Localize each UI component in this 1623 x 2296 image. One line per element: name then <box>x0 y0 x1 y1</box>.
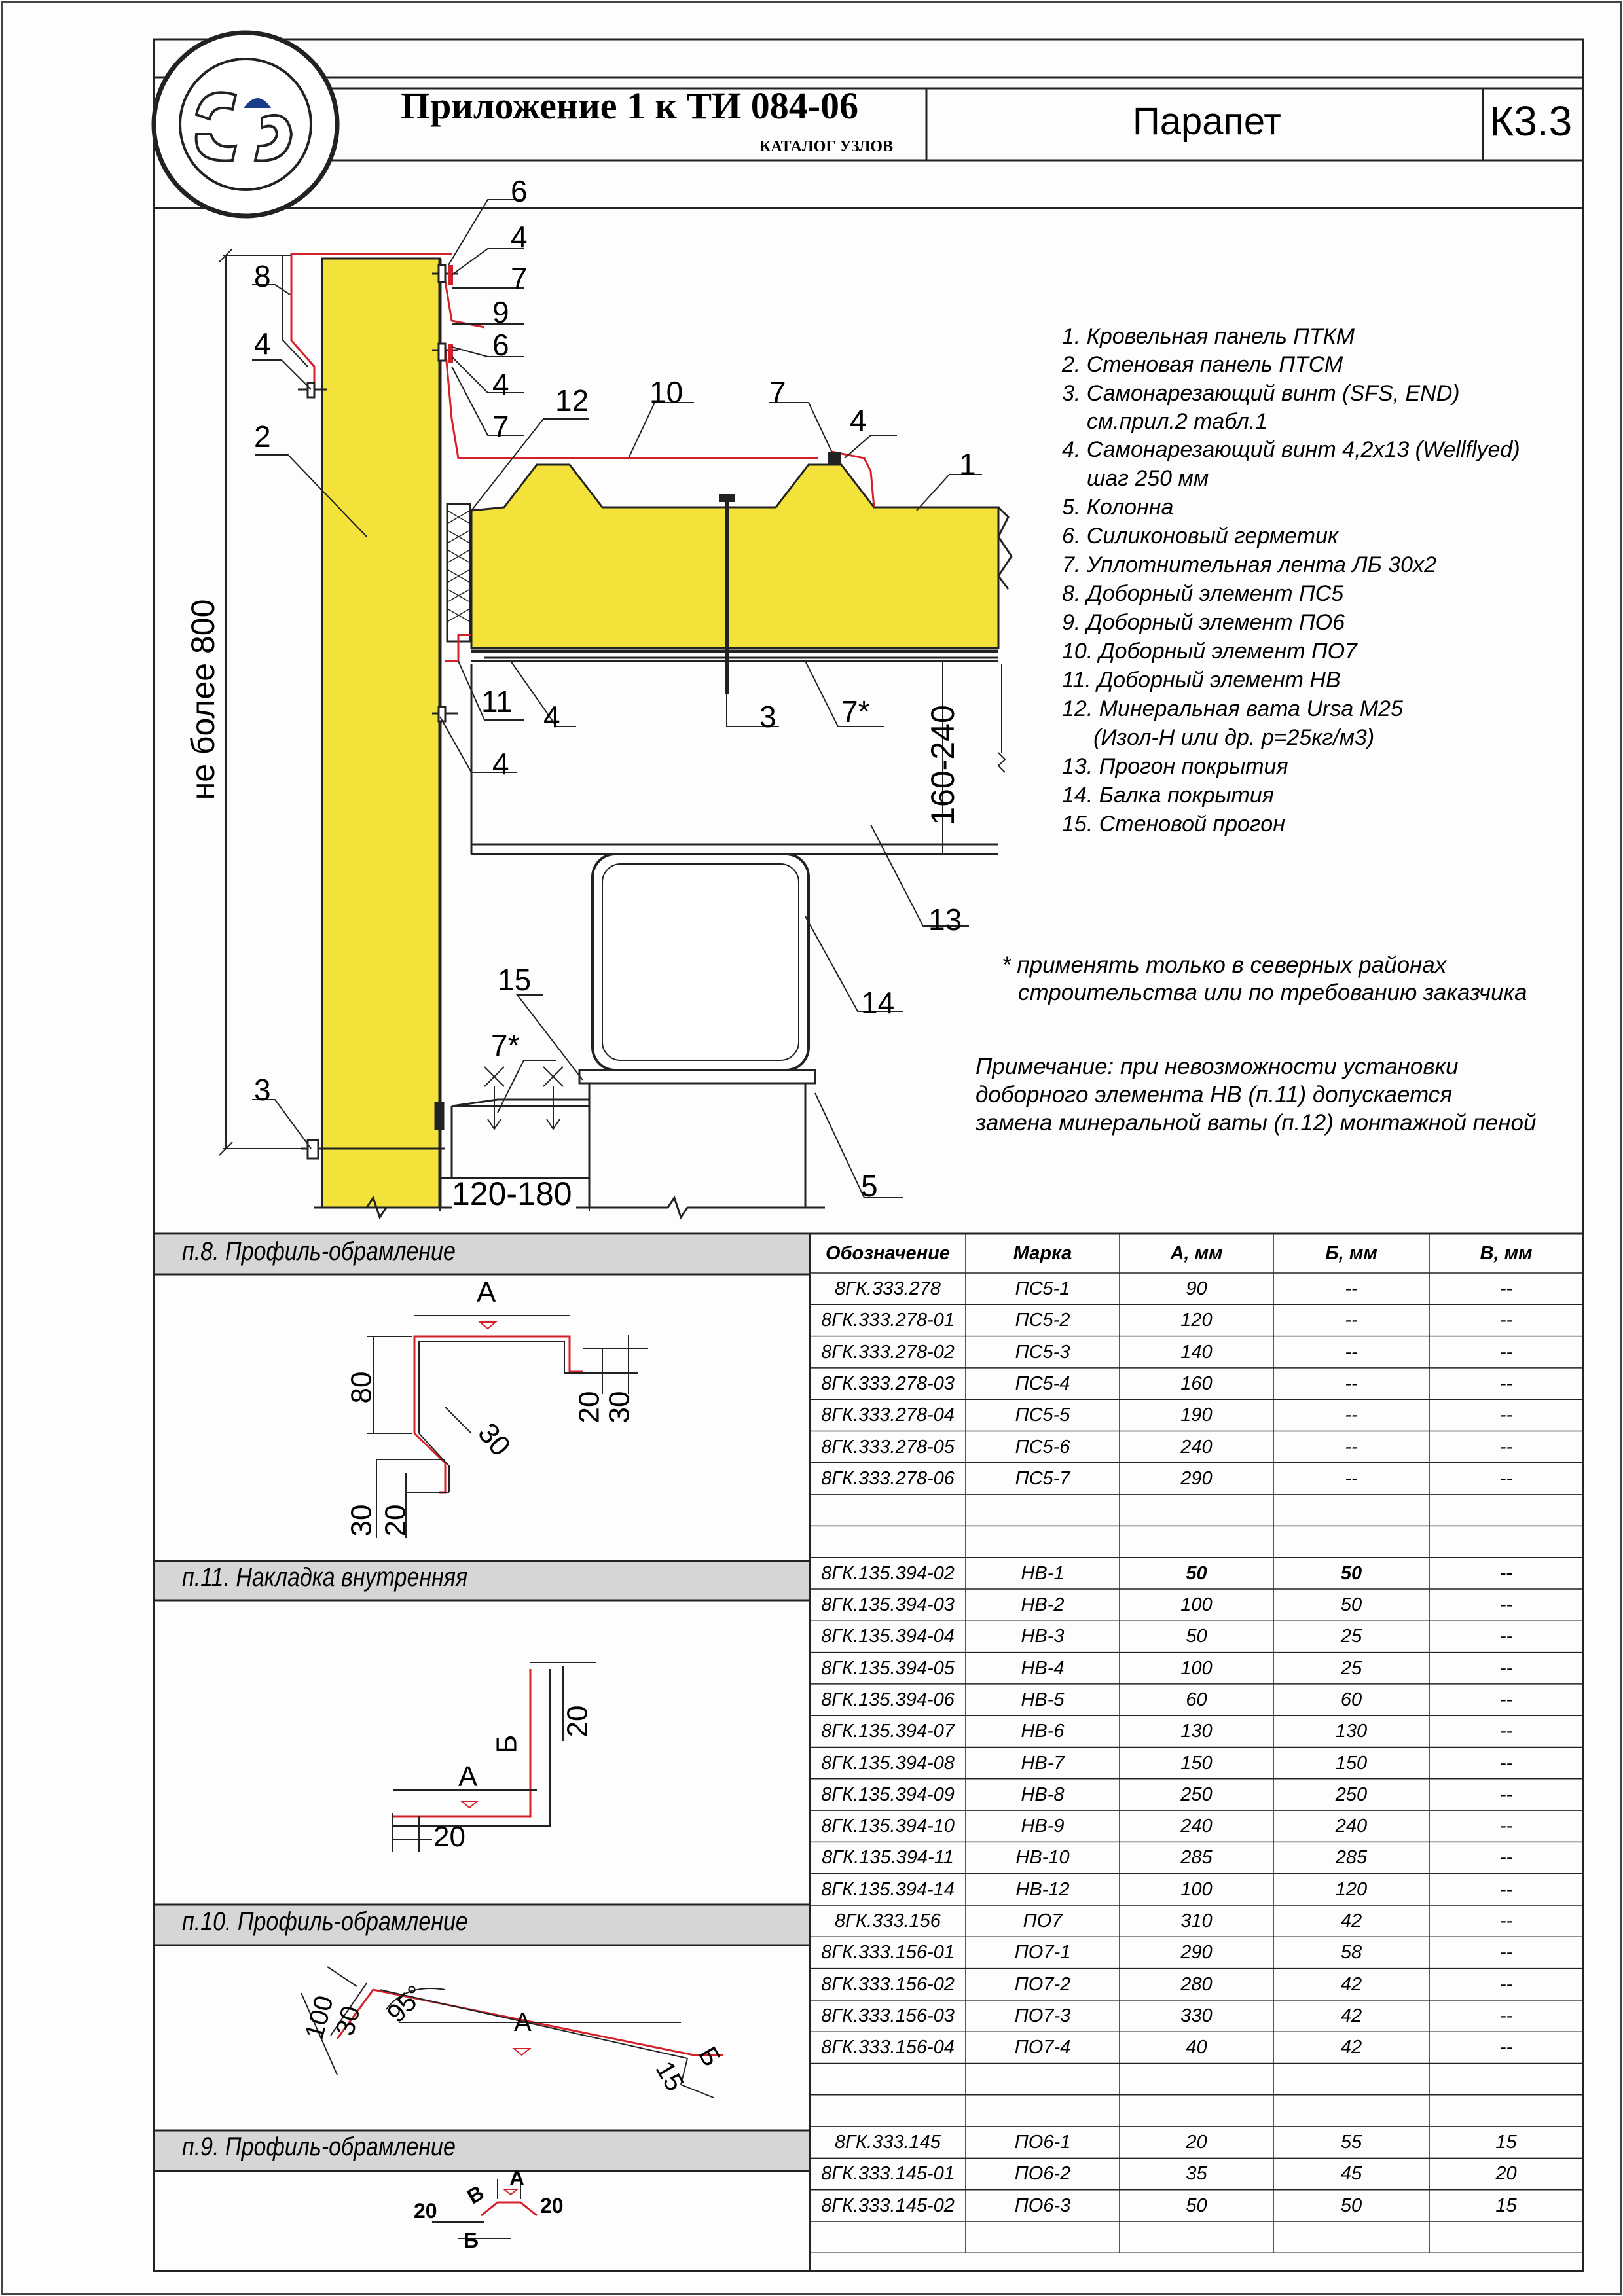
table-cell: 160 <box>1180 1372 1213 1394</box>
table-cell: 8ГК.333.156-03 <box>821 2005 955 2026</box>
profile-11-sketch <box>393 1662 596 1852</box>
table-cell: 42 <box>1340 1973 1362 1995</box>
sheet-name: Парапет <box>1133 100 1281 143</box>
s10-dim-a: А <box>514 2008 532 2037</box>
callout-n15: 15 <box>498 963 532 997</box>
table-cell: 15 <box>1495 2195 1517 2216</box>
note-line-2: доборного элемента НВ (п.11) допускается <box>976 1082 1452 1107</box>
table-cell: 8ГК.333.156-02 <box>821 1973 955 1995</box>
table-cell: 8ГК.135.394-10 <box>821 1816 955 1837</box>
table-cell: -- <box>1499 1278 1513 1299</box>
callout-n3a: 3 <box>759 700 776 734</box>
callout-n1: 1 <box>959 447 976 481</box>
table-cell: -- <box>1499 1689 1513 1710</box>
table-cell: 190 <box>1180 1405 1213 1426</box>
table-cell: -- <box>1499 1752 1513 1774</box>
table-cell: 50 <box>1340 1594 1362 1615</box>
callout-n12: 12 <box>555 384 589 418</box>
table-cell: -- <box>1499 1784 1513 1805</box>
callout-n9: 9 <box>492 295 509 329</box>
table-header-cell: Обозначение <box>826 1243 950 1264</box>
legend-item: 14. Балка покрытия <box>1062 783 1274 808</box>
table-cell: 42 <box>1340 2005 1362 2026</box>
table-cell: 50 <box>1186 2195 1207 2216</box>
legend-item: 4. Самонарезающий винт 4,2х13 (Wellflyed) <box>1062 437 1520 462</box>
table-cell: 310 <box>1180 1910 1213 1931</box>
table-cell: 8ГК.135.394-09 <box>821 1784 955 1805</box>
table-cell: 100 <box>1180 1657 1213 1679</box>
table-cell: 20 <box>1186 2132 1207 2153</box>
table-cell: -- <box>1499 1910 1513 1931</box>
table-cell: 250 <box>1180 1784 1213 1805</box>
company-logo <box>154 33 337 216</box>
callout-n6a: 6 <box>511 174 528 208</box>
callout-n7star: 7* <box>841 694 870 728</box>
s9-dim-20a: 20 <box>414 2199 437 2223</box>
callout-n14: 14 <box>861 986 895 1020</box>
table-cell: 8ГК.333.278-05 <box>821 1436 955 1458</box>
table-cell: -- <box>1499 1816 1513 1837</box>
table-cell: НВ-8 <box>1021 1784 1065 1805</box>
table-cell: -- <box>1499 1436 1513 1458</box>
legend-item: 1. Кровельная панель ПТКМ <box>1062 324 1355 349</box>
s11-dim-20: 20 <box>561 1705 594 1738</box>
table-cell: -- <box>1499 1562 1513 1584</box>
table-cell: 8ГК.333.156-01 <box>821 1942 955 1964</box>
table-cell: 240 <box>1180 1436 1213 1458</box>
table-cell: 8ГК.333.278-03 <box>821 1372 955 1394</box>
table-cell: 25 <box>1340 1626 1362 1647</box>
table-cell: 8ГК.333.156-04 <box>821 2037 955 2058</box>
table-cell: 130 <box>1335 1721 1368 1742</box>
table-cell: -- <box>1345 1278 1358 1299</box>
table-header-cell: Б, мм <box>1325 1243 1377 1264</box>
table-cell: 40 <box>1186 2037 1207 2058</box>
callout-n7a: 7 <box>511 261 528 295</box>
table-cell: 8ГК.333.145-02 <box>821 2195 955 2216</box>
table-cell: ПС5-3 <box>1015 1341 1070 1363</box>
table-cell: 240 <box>1335 1816 1368 1837</box>
table-cell: ПО7-3 <box>1014 2005 1071 2026</box>
table-cell: 20 <box>1495 2163 1517 2185</box>
callout-n7b: 7 <box>492 410 509 444</box>
table-cell: -- <box>1499 1372 1513 1394</box>
table-cell: 8ГК.135.394-03 <box>821 1594 955 1615</box>
table-cell: НВ-3 <box>1021 1626 1065 1647</box>
table-cell: -- <box>1345 1372 1358 1394</box>
table-cell: ПС5-7 <box>1015 1467 1070 1489</box>
s11-dim-a: А <box>458 1761 478 1793</box>
table-cell: -- <box>1499 1310 1513 1331</box>
table-cell: 330 <box>1180 2005 1213 2026</box>
wall-panel <box>322 259 440 1208</box>
table-cell: -- <box>1345 1341 1358 1363</box>
dim-max-height: не более 800 <box>185 599 221 800</box>
table-cell: -- <box>1499 1626 1513 1647</box>
table-cell: 55 <box>1340 2132 1362 2153</box>
table-cell: 8ГК.333.278-01 <box>821 1310 955 1331</box>
table-cell: 8ГК.135.394-11 <box>822 1847 954 1869</box>
table-cell: -- <box>1499 1405 1513 1426</box>
footnote-line-1: * применять только в северных районах <box>1002 952 1447 978</box>
legend-item: 10. Доборный элемент ПО7 <box>1062 639 1357 664</box>
table-cell: ПО6-2 <box>1014 2163 1071 2185</box>
table-cell: 8ГК.333.156 <box>835 1910 941 1931</box>
table-cell: 8ГК.135.394-08 <box>821 1752 955 1774</box>
s10-dim-angle: 95° <box>381 1980 430 2029</box>
callout-n13: 13 <box>928 903 962 937</box>
table-cell: 290 <box>1180 1942 1213 1964</box>
table-cell: 150 <box>1180 1752 1213 1774</box>
s8-dim-a: А <box>477 1276 496 1308</box>
table-cell: 8ГК.333.278-04 <box>821 1405 955 1426</box>
table-cell: 35 <box>1186 2163 1207 2185</box>
table-cell: НВ-9 <box>1021 1816 1065 1837</box>
legend-item: 13. Прогон покрытия <box>1062 754 1288 779</box>
legend-item: 11. Доборный элемент НВ <box>1062 668 1341 692</box>
table-cell: 25 <box>1340 1657 1362 1679</box>
legend-item: 2. Стеновая панель ПТСМ <box>1062 352 1343 377</box>
table-cell: 60 <box>1340 1689 1362 1710</box>
table-cell: -- <box>1499 1973 1513 1995</box>
legend-item: 9. Доборный элемент ПО6 <box>1062 610 1345 635</box>
legend-item: 12. Минеральная вата Ursa М25 <box>1062 696 1403 721</box>
table-cell: -- <box>1499 1942 1513 1964</box>
s10-dim-100: 100 <box>300 1992 339 2043</box>
table-cell: 42 <box>1340 1910 1362 1931</box>
footnote-line-2: строительства или по требованию заказчика <box>1018 980 1527 1005</box>
roof-panel <box>471 465 998 648</box>
legend-item: (Изол-Н или др. р=25кг/м3) <box>1093 725 1375 750</box>
table-cell: 8ГК.333.145 <box>835 2132 941 2153</box>
mineral-wool <box>447 504 470 641</box>
table-cell: ПО6-1 <box>1014 2132 1071 2153</box>
table-cell: -- <box>1499 1467 1513 1489</box>
table-cell: 50 <box>1340 2195 1362 2216</box>
table-cell: НВ-10 <box>1015 1847 1070 1869</box>
table-cell: -- <box>1499 2005 1513 2026</box>
legend-item: 5. Колонна <box>1062 495 1174 520</box>
table-cell: 58 <box>1340 1942 1362 1964</box>
callout-n4a: 4 <box>511 220 528 254</box>
s8-dim-20b: 20 <box>379 1504 412 1537</box>
s10-dim-15: 15 <box>649 2056 689 2096</box>
table-cell: 8ГК.333.278 <box>835 1278 941 1299</box>
s10-dim-30: 30 <box>330 2003 366 2039</box>
s8-dim-30: 30 <box>603 1391 636 1424</box>
table-cell: НВ-6 <box>1021 1721 1065 1742</box>
legend-item: 6. Силиконовый герметик <box>1062 524 1338 548</box>
table-cell: 140 <box>1180 1341 1213 1363</box>
table-cell: -- <box>1345 1405 1358 1426</box>
table-cell: 50 <box>1186 1626 1207 1647</box>
table-cell: 250 <box>1335 1784 1368 1805</box>
legend-item: шаг 250 мм <box>1087 466 1209 491</box>
table-cell: 8ГК.135.394-14 <box>821 1878 955 1900</box>
table-cell: ПС5-6 <box>1015 1436 1070 1458</box>
table-cell: 90 <box>1186 1278 1207 1299</box>
s11-dim-20b: 20 <box>433 1821 465 1853</box>
table-cell: 8ГК.135.394-07 <box>821 1721 955 1742</box>
column-head <box>579 1070 815 1083</box>
callout-n4f: 4 <box>492 747 509 781</box>
table-cell: -- <box>1499 2037 1513 2058</box>
table-header-cell: В, мм <box>1480 1243 1533 1264</box>
table-cell: -- <box>1499 1657 1513 1679</box>
callout-n11: 11 <box>481 685 513 719</box>
s9-dim-v: В <box>463 2180 488 2209</box>
s9-dim-20b: 20 <box>540 2194 564 2217</box>
table-cell: 285 <box>1335 1847 1368 1869</box>
table-cell: НВ-1 <box>1021 1562 1065 1584</box>
table-header-cell: Марка <box>1013 1243 1072 1264</box>
callout-n7star2: 7* <box>491 1028 520 1062</box>
table-cell: -- <box>1499 1847 1513 1869</box>
table-cell: 100 <box>1180 1594 1213 1615</box>
table-cell: 8ГК.333.278-02 <box>821 1341 955 1363</box>
table-cell: 8ГК.135.394-04 <box>821 1626 955 1647</box>
section-title-10: п.10. Профиль-обрамление <box>182 1907 468 1936</box>
table-cell: НВ-7 <box>1021 1752 1065 1774</box>
section-title-9: п.9. Профиль-обрамление <box>182 2132 456 2161</box>
table-cell: -- <box>1345 1310 1358 1331</box>
table-cell: 8ГК.135.394-02 <box>821 1562 955 1584</box>
roof-beam <box>593 854 809 1070</box>
table-cell: НВ-2 <box>1021 1594 1065 1615</box>
callout-n4c: 4 <box>254 327 271 361</box>
table-cell: -- <box>1499 1594 1513 1615</box>
table-cell: ПО7-2 <box>1014 1973 1071 1995</box>
table-cell: 8ГК.333.145-01 <box>821 2163 955 2185</box>
table-cell: -- <box>1345 1436 1358 1458</box>
table-cell: НВ-12 <box>1015 1878 1070 1900</box>
dim-120-180: 120-180 <box>452 1175 572 1212</box>
table-cell: 15 <box>1495 2132 1517 2153</box>
table-cell: НВ-5 <box>1021 1689 1065 1710</box>
s8-dim-80: 80 <box>345 1371 378 1404</box>
table-cell: -- <box>1499 1341 1513 1363</box>
callout-n4d: 4 <box>850 403 867 437</box>
note-line-3: замена минеральной ваты (п.12) монтажной пеной <box>976 1110 1537 1136</box>
legend-item: 8. Доборный элемент ПС5 <box>1062 581 1344 606</box>
s8-dim-30b: 30 <box>471 1417 517 1463</box>
s9-dim-a: А <box>509 2166 525 2190</box>
catalog-label: КАТАЛОГ УЗЛОВ <box>759 138 894 155</box>
table-cell: ПО7-4 <box>1014 2037 1071 2058</box>
table-cell: ПС5-5 <box>1015 1405 1070 1426</box>
table-cell: ПС5-2 <box>1015 1310 1070 1331</box>
legend-item: см.прил.2 табл.1 <box>1087 409 1268 434</box>
callout-n4e: 4 <box>543 700 560 734</box>
s8-dim-20: 20 <box>573 1391 606 1424</box>
table-cell: 42 <box>1340 2037 1362 2058</box>
table-cell: ПО6-3 <box>1014 2195 1071 2216</box>
callout-n7c: 7 <box>769 375 786 409</box>
table-cell: 8ГК.135.394-06 <box>821 1689 955 1710</box>
table-cell: 50 <box>1340 1562 1362 1584</box>
table-cell: 100 <box>1180 1878 1213 1900</box>
table-cell: -- <box>1345 1467 1358 1489</box>
table-cell: 8ГК.135.394-05 <box>821 1657 955 1679</box>
table-cell: 120 <box>1335 1878 1368 1900</box>
table-cell: 60 <box>1186 1689 1207 1710</box>
table-cell: 45 <box>1340 2163 1362 2185</box>
table-cell: 120 <box>1180 1310 1213 1331</box>
section-title-11: п.11. Накладка внутренняя <box>182 1563 468 1592</box>
table-cell: 50 <box>1186 1562 1207 1584</box>
note-line-1: Примечание: при невозможности установки <box>976 1054 1459 1079</box>
table-cell: 150 <box>1335 1752 1368 1774</box>
callout-n8: 8 <box>254 259 271 293</box>
table-cell: 130 <box>1180 1721 1213 1742</box>
callout-n10: 10 <box>649 375 684 409</box>
table-cell: 240 <box>1180 1816 1213 1837</box>
table-cell: -- <box>1499 1878 1513 1900</box>
table-cell: ПО7 <box>1023 1910 1063 1931</box>
dim-160-240: 160-240 <box>924 705 961 825</box>
doc-title: Приложение 1 к ТИ 084-06 <box>401 84 859 127</box>
table-cell: 280 <box>1180 1973 1213 1995</box>
table-cell: -- <box>1499 1721 1513 1742</box>
callout-n6b: 6 <box>492 328 509 362</box>
s9-dim-b: Б <box>464 2229 479 2252</box>
table-header-cell: А, мм <box>1170 1243 1223 1264</box>
table-cell: НВ-4 <box>1021 1657 1065 1679</box>
section-title-8: п.8. Профиль-обрамление <box>182 1237 456 1266</box>
sheet-code: К3.3 <box>1489 98 1573 145</box>
callout-n4b: 4 <box>492 367 509 401</box>
callout-n5: 5 <box>861 1169 878 1203</box>
table-cell: 285 <box>1180 1847 1213 1869</box>
table-cell: ПС5-1 <box>1015 1278 1070 1299</box>
legend-item: 3. Самонарезающий винт (SFS, END) <box>1062 381 1460 406</box>
s8-dim-30c: 30 <box>345 1504 378 1537</box>
legend-item: 7. Уплотнительная лента ЛБ 30х2 <box>1062 552 1436 577</box>
s10-dim-b: Б <box>692 2041 727 2072</box>
table-cell: 290 <box>1180 1467 1213 1489</box>
table-cell: ПС5-4 <box>1015 1372 1070 1394</box>
callout-n3b: 3 <box>254 1073 271 1107</box>
s11-dim-b: Б <box>490 1734 523 1754</box>
table-cell: ПО7-1 <box>1014 1942 1071 1964</box>
legend-item: 15. Стеновой прогон <box>1062 812 1285 836</box>
table-cell: 8ГК.333.278-06 <box>821 1467 955 1489</box>
callout-n2: 2 <box>254 420 271 454</box>
